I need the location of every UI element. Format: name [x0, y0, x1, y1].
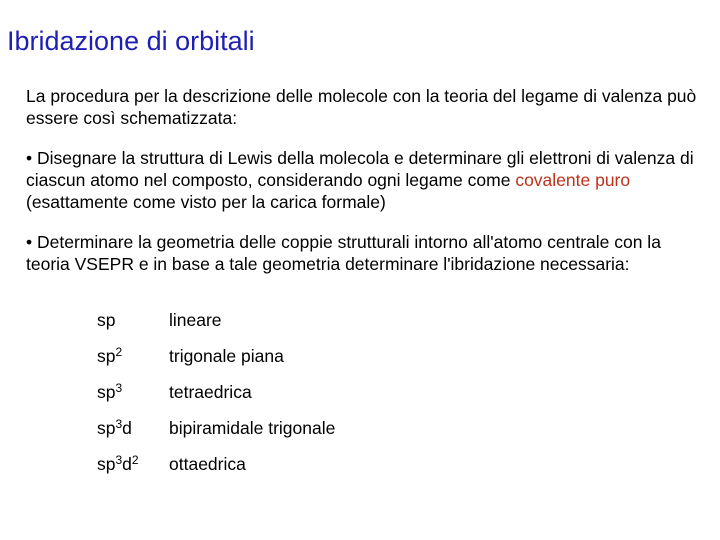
- geometry-name: ottaedrica: [169, 454, 246, 474]
- bullet-text-part: • Disegnare la struttura di Lewis della molecola e determinare gli elettroni di valenza di ciascun atomo nel composto, considerando ogni legame come: [26, 148, 694, 190]
- hybridization-type: $sp^3$: [97, 381, 123, 402]
- geometry-name: bipiramidale trigonale: [169, 418, 336, 438]
- hybridization-type: $sp^2$: [97, 345, 123, 366]
- geometry-name: tetraedrica: [169, 382, 252, 402]
- bullet-text-part: (esattamente come visto per la carica formale): [26, 192, 386, 212]
- geometry-name: lineare: [169, 310, 222, 330]
- slide-title: Ibridazione di orbitali: [7, 26, 255, 56]
- hybridization-type: $sp^3d$: [97, 417, 132, 438]
- bullet-lewis-structure: [26, 147, 706, 213]
- geometry-name: trigonale piana: [169, 346, 284, 366]
- bullet-vsepr-geometry: • Determinare la geometria delle coppie strutturali intorno all'atomo centrale con la teoria VSEPR e in base a tale geometria determinare l'ibridazione necessaria:: [26, 232, 661, 274]
- hybridization-type: sp: [97, 310, 116, 330]
- hybridization-type: $sp^3d^2$: [97, 453, 139, 474]
- intro-paragraph: La procedura per la descrizione delle molecole con la teoria del legame di valenza può essere così schematizzata:: [26, 86, 697, 128]
- highlight-covalente-puro: covalente puro: [515, 170, 631, 190]
